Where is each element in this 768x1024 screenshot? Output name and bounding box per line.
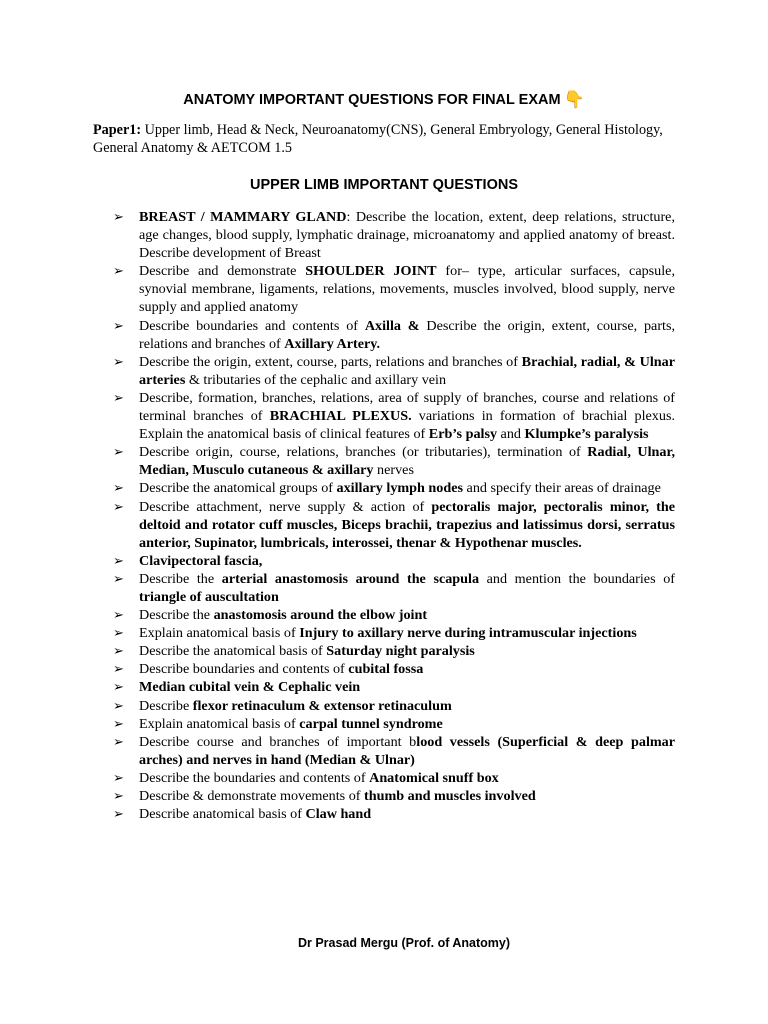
author-footer: Dr Prasad Mergu (Prof. of Anatomy) bbox=[297, 936, 511, 950]
question-keyword: flexor retinaculum & extensor retinaculum bbox=[192, 697, 452, 714]
question-keyword: cubital fossa bbox=[348, 661, 424, 678]
question-keyword: Axilla & bbox=[364, 317, 420, 334]
arrow-bullet-icon: ➢ bbox=[113, 607, 124, 623]
paper-description bbox=[93, 121, 683, 157]
question-text: Describe bbox=[139, 697, 193, 714]
arrow-bullet-icon: ➢ bbox=[113, 570, 124, 586]
section-heading: UPPER LIMB IMPORTANT QUESTIONS bbox=[250, 177, 518, 193]
question-item bbox=[113, 208, 675, 262]
question-text: : Describe the location, extent, deep relations, structure, age changes, blood supply, lymphatic drainage, microanatomy and applied anatomy of breast. Describe development of Breast bbox=[139, 209, 675, 262]
paper-label: Paper1: bbox=[93, 122, 142, 138]
question-text: Describe the bbox=[139, 607, 214, 624]
question-text: Describe anatomical basis of bbox=[139, 806, 306, 823]
arrow-bullet-icon: ➢ bbox=[113, 769, 124, 785]
question-item bbox=[113, 733, 675, 769]
question-keyword: Claw hand bbox=[305, 806, 372, 823]
question-keyword: carpal tunnel syndrome bbox=[299, 715, 443, 732]
question-keyword: Median cubital vein & Cephalic vein bbox=[139, 679, 361, 696]
question-keyword: Injury to axillary nerve during intramuscular injections bbox=[299, 625, 637, 642]
question-item bbox=[113, 624, 675, 642]
question-item bbox=[113, 353, 675, 389]
arrow-bullet-icon: ➢ bbox=[113, 643, 124, 659]
question-item bbox=[113, 787, 675, 805]
question-keyword: Brachial, radial, & Ulnar arteries bbox=[139, 353, 675, 388]
question-keyword: BREAST / MAMMARY GLAND bbox=[139, 209, 347, 225]
question-text: Describe & demonstrate movements of bbox=[139, 788, 365, 804]
question-keyword: Clavipectoral fascia, bbox=[139, 552, 263, 569]
arrow-bullet-icon: ➢ bbox=[113, 679, 124, 695]
question-text: Describe course and branches of important b bbox=[139, 733, 417, 750]
arrow-bullet-icon: ➢ bbox=[113, 661, 124, 677]
question-keyword: Axillary Artery. bbox=[284, 335, 381, 352]
arrow-bullet-icon: ➢ bbox=[113, 353, 124, 369]
question-text: and bbox=[497, 426, 525, 443]
document-title bbox=[0, 90, 768, 110]
question-item bbox=[113, 769, 675, 787]
question-item bbox=[113, 498, 675, 552]
question-text: Explain anatomical basis of bbox=[139, 625, 300, 642]
question-text: Describe, formation, branches, relations, area of supply of branches, course and relations of terminal branches of bbox=[139, 389, 675, 425]
question-text: Describe the anatomical basis of bbox=[139, 643, 327, 660]
arrow-bullet-icon: ➢ bbox=[113, 788, 124, 803]
question-text: and mention the boundaries of bbox=[479, 570, 675, 587]
question-item bbox=[113, 389, 675, 443]
question-text: & tributaries of the cephalic and axillary vein bbox=[185, 371, 447, 388]
paper-subjects: Upper limb, Head & Neck, Neuroanatomy(CNS), General Embryology, General Histology, General Anatomy & AETCOM 1.5 bbox=[93, 122, 663, 156]
question-keyword: SHOULDER JOINT bbox=[305, 263, 437, 280]
question-keyword: pectoralis major, pectoralis minor, the deltoid and rotator cuff muscles, Biceps brachii, trapezius and latissimus dorsi, serratus anterior, Supinator, lumbricals, interossei, thenar & Hypothenar muscles. bbox=[139, 498, 676, 551]
question-text: Describe boundaries and contents of bbox=[139, 317, 365, 334]
question-keyword: BRACHIAL PLEXUS. bbox=[269, 408, 412, 425]
question-list bbox=[113, 208, 675, 823]
question-text: Describe boundaries and contents of bbox=[139, 661, 349, 678]
arrow-bullet-icon: ➢ bbox=[113, 625, 124, 641]
arrow-bullet-icon: ➢ bbox=[113, 806, 124, 822]
arrow-bullet-icon: ➢ bbox=[113, 317, 124, 333]
pointing-down-hand-icon: 👇 bbox=[563, 90, 585, 109]
question-text: and specify their areas of drainage bbox=[463, 480, 661, 497]
question-keyword: triangle of auscultation bbox=[139, 588, 279, 605]
question-keyword: anastomosis around the elbow joint bbox=[213, 607, 428, 624]
question-text: Describe the origin, extent, course, parts, relations and branches of bbox=[139, 317, 675, 352]
question-text: for– type, articular surfaces, capsule, synovial membrane, ligaments, relations, movements, muscles involved, blood supply, nerve supply and applied anatomy bbox=[139, 263, 675, 316]
arrow-bullet-icon: ➢ bbox=[113, 733, 124, 749]
question-keyword: thumb and muscles involved bbox=[364, 788, 536, 804]
arrow-bullet-icon: ➢ bbox=[113, 444, 124, 460]
question-item bbox=[113, 678, 675, 696]
question-keyword: arterial anastomosis around the scapula bbox=[221, 570, 480, 587]
arrow-bullet-icon: ➢ bbox=[113, 263, 124, 279]
question-text: nerves bbox=[373, 462, 414, 479]
question-item bbox=[113, 443, 675, 479]
question-item bbox=[113, 552, 675, 570]
arrow-bullet-icon: ➢ bbox=[113, 715, 124, 731]
question-item bbox=[113, 262, 675, 316]
document-title-text: ANATOMY IMPORTANT QUESTIONS FOR FINAL EXAM bbox=[183, 92, 561, 108]
question-keyword: Saturday night paralysis bbox=[326, 643, 475, 660]
arrow-bullet-icon: ➢ bbox=[113, 552, 124, 568]
question-text: Describe the anatomical groups of bbox=[139, 480, 337, 497]
question-item bbox=[113, 479, 675, 497]
arrow-bullet-icon: ➢ bbox=[113, 498, 124, 514]
question-item bbox=[113, 805, 675, 823]
question-keyword: Radial, Ulnar, Median, Musculo cutaneous & axillary bbox=[139, 444, 676, 479]
question-text: Explain anatomical basis of bbox=[139, 715, 300, 732]
arrow-bullet-icon: ➢ bbox=[113, 389, 124, 405]
question-item bbox=[113, 570, 675, 606]
question-keyword: Erb’s palsy bbox=[428, 426, 498, 443]
arrow-bullet-icon: ➢ bbox=[113, 480, 124, 496]
question-item bbox=[113, 715, 675, 733]
question-item bbox=[113, 660, 675, 678]
question-item bbox=[113, 697, 675, 715]
question-text: Describe and demonstrate bbox=[139, 263, 306, 280]
question-item bbox=[113, 317, 675, 353]
arrow-bullet-icon: ➢ bbox=[113, 209, 124, 224]
question-keyword: Klumpke’s paralysis bbox=[524, 426, 649, 443]
question-keyword: axillary lymph nodes bbox=[336, 480, 464, 497]
question-keyword: Anatomical snuff box bbox=[369, 769, 499, 786]
question-text: Describe the bbox=[139, 570, 222, 587]
question-text: variations in formation of brachial plexus. Explain the anatomical basis of clinical features of bbox=[139, 408, 675, 443]
question-item bbox=[113, 606, 675, 624]
question-text: Describe the origin, extent, course, parts, relations and branches of bbox=[139, 353, 522, 370]
arrow-bullet-icon: ➢ bbox=[113, 697, 124, 713]
question-text: Describe attachment, nerve supply & action of bbox=[139, 498, 432, 515]
question-item bbox=[113, 642, 675, 660]
question-text: Describe origin, course, relations, branches (or tributaries), termination of bbox=[139, 444, 588, 461]
question-text: Describe the boundaries and contents of bbox=[139, 769, 370, 786]
question-keyword: lood vessels (Superficial & deep palmar arches) and nerves in hand (Median & Ulnar) bbox=[139, 733, 676, 768]
